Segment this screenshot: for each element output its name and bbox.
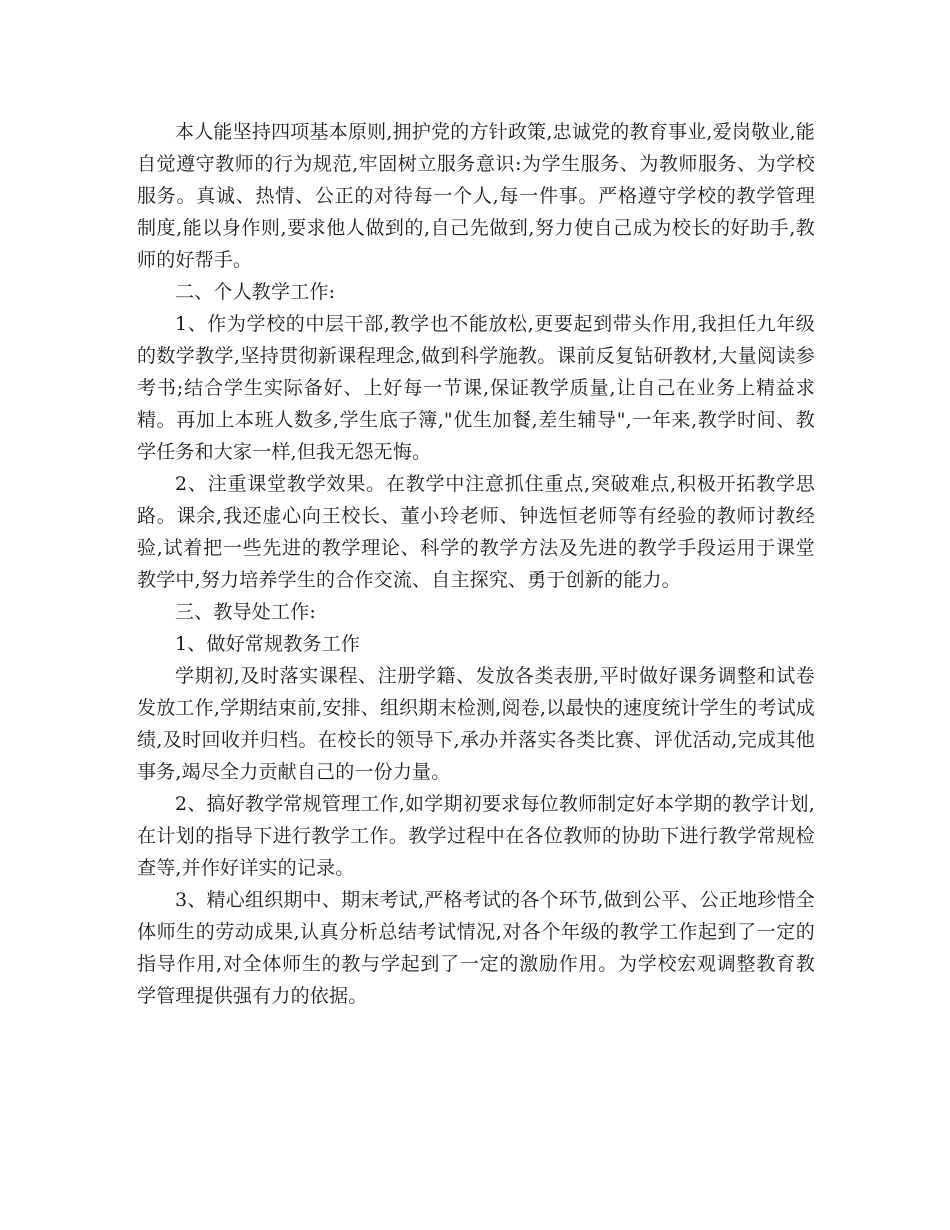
paragraph-teaching-item-2: 2、注重课堂教学效果。在教学中注意抓住重点,突破难点,积极开拓教学思路。课余,我还虚心向王校长、董小玲老师、钟选恒老师等有经验的教师讨教经验,试着把一些先进的教学理论、科学的教学方法及先进的教学手段运用于课堂教学中,努力培养学生的合作交流、自主探究、勇于创新的能力。: [137, 473, 815, 591]
paragraph-teaching-item-1: 1、作为学校的中层干部,教学也不能放松,更要起到带头作用,我担任九年级的数学教学,坚持贯彻新课程理念,做到科学施教。课前反复钻研教材,大量阅读参考书;结合学生实际备好、上好每一节课,保证教学质量,让自己在业务上精益求精。再加上本班人数多,学生底子簿,"优生加餐,差生辅导",一年来,教学时间、教学任务和大家一样,但我无怨无悔。: [137, 313, 815, 463]
document-body: [137, 116, 815, 1012]
heading-personal-teaching: 二、个人教学工作:: [175, 281, 336, 303]
paragraph-routine-affairs: 学期初,及时落实课程、注册学籍、发放各类表册,平时做好课务调整和试卷发放工作,学期结束前,安排、组织期末检测,阅卷,以最快的速度统计学生的考试成绩,及时回收并归档。在校长的领导下,承办并落实各类比赛、评优活动,完成其他事务,竭尽全力贡献自己的一份力量。: [137, 665, 815, 783]
subheading-routine-affairs: 1、做好常规教务工作: [175, 633, 361, 655]
heading-academic-affairs: 三、教导处工作:: [175, 601, 317, 623]
paragraph-principles: 本人能坚持四项基本原则,拥护党的方针政策,忠诚党的教育事业,爱岗敬业,能自觉遵守教师的行为规范,牢固树立服务意识:为学生服务、为教师服务、为学校服务。真诚、热情、公正的对待每一个人,每一件事。严格遵守学校的教学管理制度,能以身作则,要求他人做到的,自己先做到,努力使自己成为校长的好助手,教师的好帮手。: [137, 121, 815, 271]
paragraph-affairs-item-3: 3、精心组织期中、期末考试,严格考试的各个环节,做到公平、公正地珍惜全体师生的劳动成果,认真分析总结考试情况,对各个年级的教学工作起到了一定的指导作用,对全体师生的教与学起到了一定的激励作用。为学校宏观调整教育教学管理提供强有力的依据。: [137, 889, 815, 1007]
paragraph-affairs-item-2: 2、搞好教学常规管理工作,如学期初要求每位教师制定好本学期的教学计划,在计划的指导下进行教学工作。教学过程中在各位教师的协助下进行教学常规检查等,并作好详实的记录。: [137, 793, 815, 879]
